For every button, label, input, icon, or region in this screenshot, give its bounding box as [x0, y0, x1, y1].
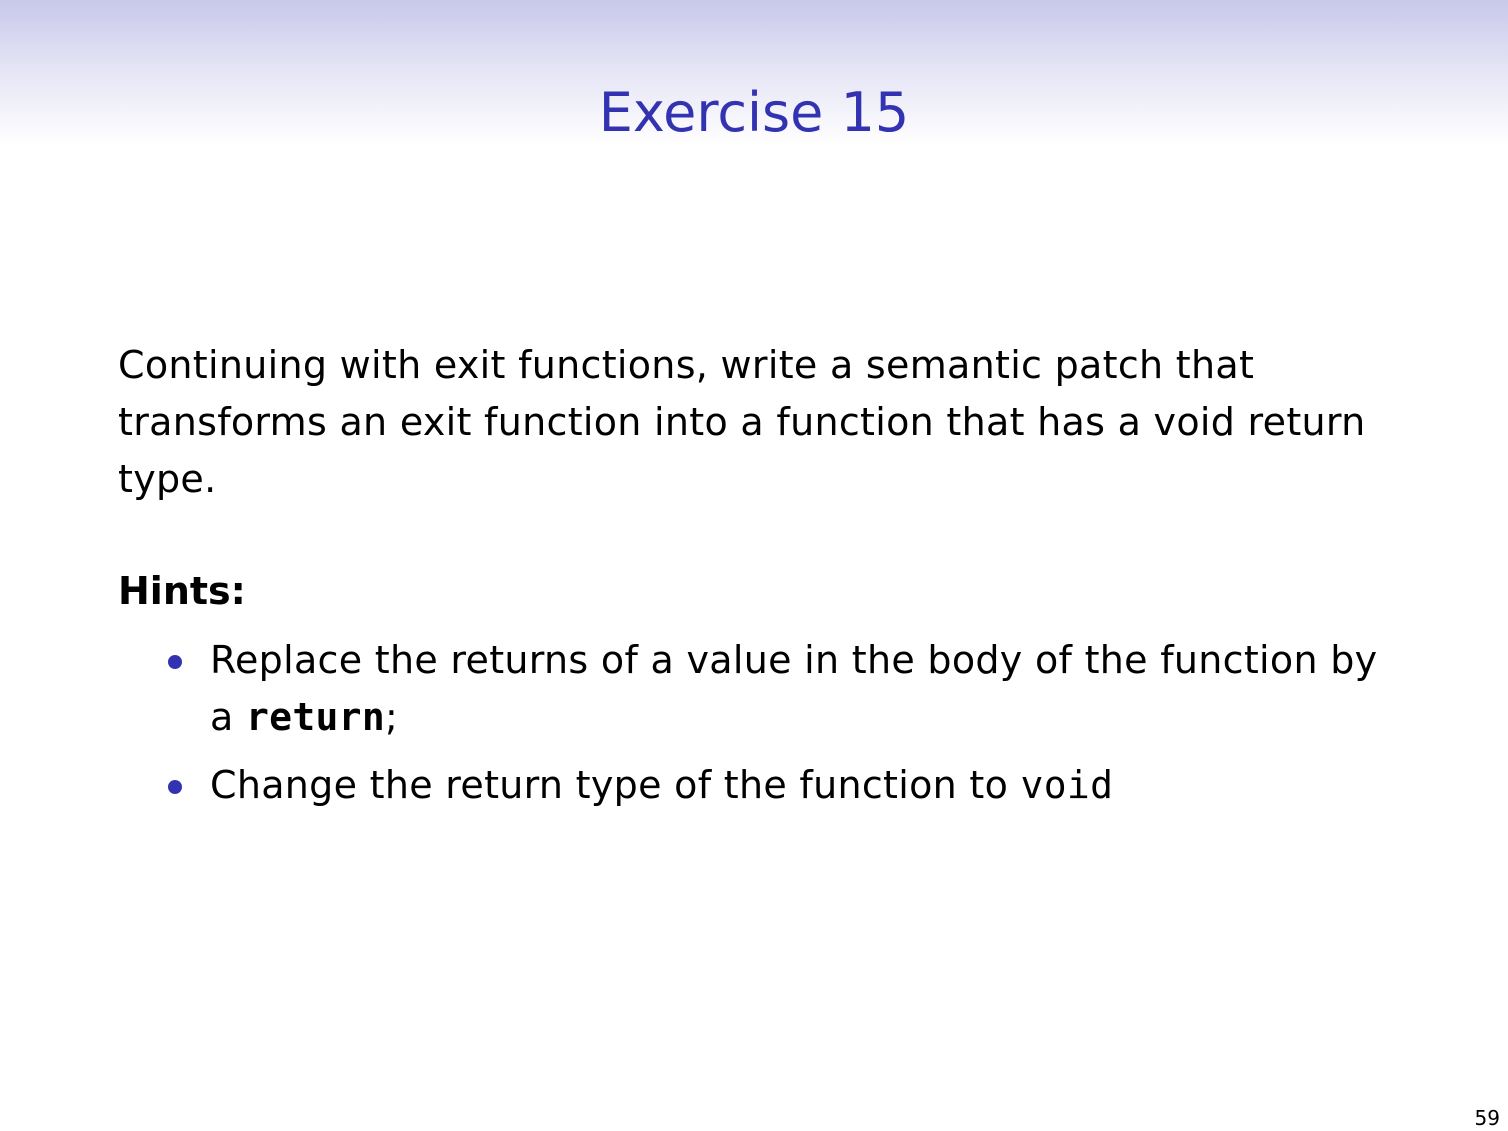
hint-text: Replace the returns of a value in the body of the function by a [210, 638, 1378, 739]
hint-code: void [1020, 763, 1114, 807]
slide-title: Exercise 15 [598, 81, 910, 144]
hint-code: return [245, 695, 386, 739]
hint-list [0, 632, 1508, 825]
page-number: 59 [1474, 1106, 1500, 1130]
hint-item [0, 632, 1400, 746]
hint-suffix: ; [385, 695, 399, 739]
body-paragraph: Continuing with exit functions, write a semantic patch that transforms an exit function into a function that has a void return type. [118, 343, 1366, 501]
hint-text: Change the return type of the function to [210, 763, 1021, 807]
bullet-icon [168, 655, 182, 669]
bullet-icon [168, 780, 182, 794]
hint-item [0, 757, 1400, 814]
hints-heading: Hints: [118, 569, 246, 613]
